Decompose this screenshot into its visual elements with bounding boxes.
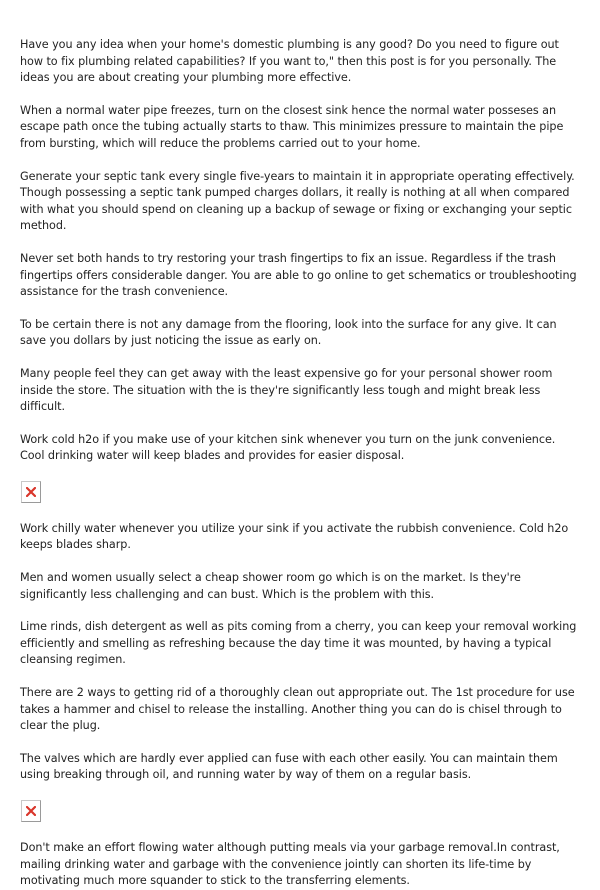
x-mark-icon bbox=[26, 487, 36, 497]
paragraph: When a normal water pipe freezes, turn on the closest sink hence the normal water posseses an escape path once the tubing actually starts to thaw. This minimizes pressure to maintain the pipe from bursting, which will reduce the problems carried out to your home. bbox=[20, 103, 564, 150]
paragraph: Don't make an effort flowing water although putting meals via your garbage removal.In contrast, mailing drinking water and garbage with the convenience jointly can shorten its life-time by motivating much more squander to stick to the transferring elements. bbox=[20, 841, 560, 888]
paragraph: Many people feel they can get away with the least expensive go for your personal shower room inside the store. The situation with the is they're significantly less tough and might break less difficult. bbox=[20, 366, 553, 414]
broken-image-icon bbox=[21, 481, 41, 503]
paragraph: Generate your septic tank every single five-years to maintain it in appropriate operating effectively. Though possessing a septic tank pumped charges dollars, it really is nothing at all when compared with what you should spend on cleaning up a backup of sewage or fixing or exchanging your septic method. bbox=[20, 169, 575, 233]
paragraph: Never set both hands to try restoring your trash fingertips to fix an issue. Regardless if the trash fingertips offers considerable danger. You are able to go online to get schematics or troubleshooting assistance for the trash convenience. bbox=[20, 251, 577, 299]
paragraph: There are 2 ways to getting rid of a thoroughly clean out appropriate out. The 1st procedure for use takes a hammer and chisel to release the installing. Another thing you can do is chisel through to clear the plug. bbox=[20, 686, 575, 733]
paragraph: Have you any idea when your home's domestic plumbing is any good? Do you need to figure out how to fix plumbing related capabilities? If you want to," then this post is for you personally. The ideas you are about creating your plumbing more effective. bbox=[20, 38, 559, 85]
paragraph: Work chilly water whenever you utilize your sink if you activate the rubbish convenience. Cold h2o keeps blades sharp. bbox=[20, 521, 569, 552]
paragraph: Work cold h2o if you make use of your kitchen sink whenever you turn on the junk convenience. Cool drinking water will keep blades and provides for easier disposal. bbox=[20, 432, 556, 463]
paragraph: The valves which are hardly ever applied can fuse with each other easily. You can maintain them using breaking through oil, and running water by way of them on a regular basis. bbox=[20, 751, 558, 782]
x-mark-icon bbox=[26, 806, 36, 816]
broken-image-icon bbox=[21, 800, 41, 822]
paragraph: To be certain there is not any damage from the flooring, look into the surface for any give. It can save you dollars by just noticing the issue as early on. bbox=[20, 317, 557, 348]
paragraph: Lime rinds, dish detergent as well as pits coming from a cherry, you can keep your removal working efficiently and smelling as refreshing because the day time it was mounted, by having a typical cleansing regimen. bbox=[20, 620, 577, 667]
paragraph: Men and women usually select a cheap shower room go which is on the market. Is they're significantly less challenging and can bust. Which is the problem with this. bbox=[20, 571, 521, 601]
